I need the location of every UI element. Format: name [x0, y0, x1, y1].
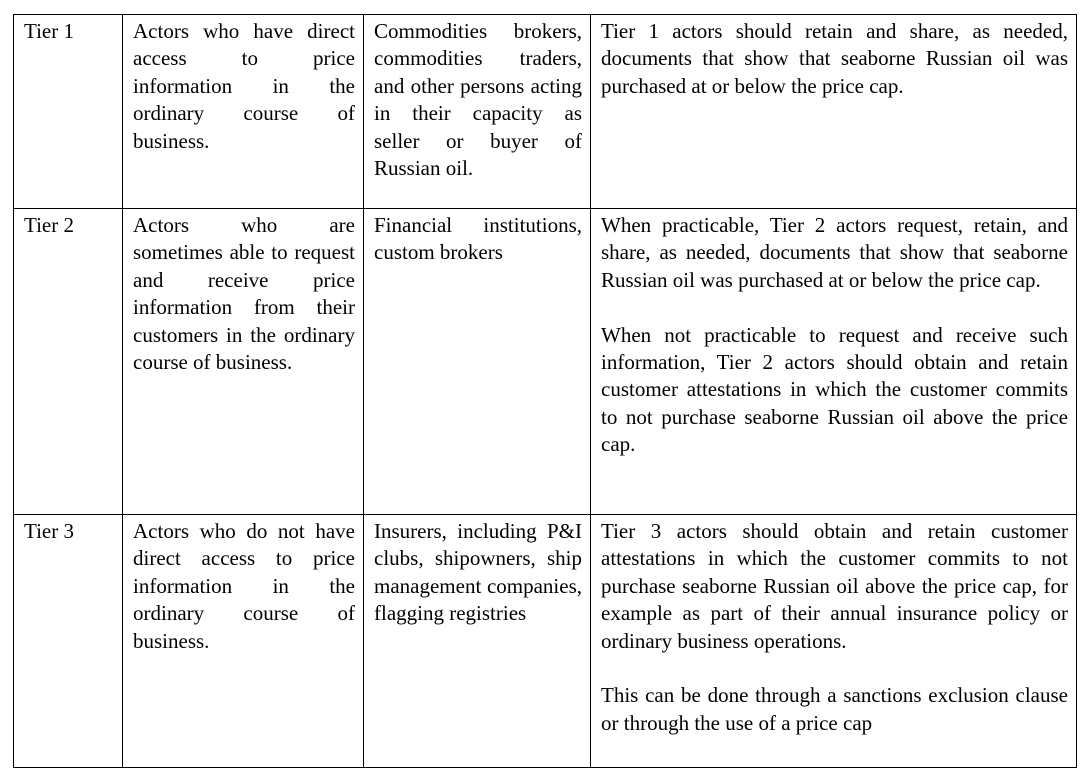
table-row-tier-3	[14, 515, 1077, 768]
tier-label: Tier 2	[14, 209, 123, 515]
actor-examples: Commodities brokers, commodities traders, and other persons acting in their capacity as seller or buyer of Russian oil.	[364, 15, 591, 209]
tier-label: Tier 3	[14, 515, 123, 768]
tier-label: Tier 1	[14, 15, 123, 209]
actor-examples: Financial institutions, custom brokers	[364, 209, 591, 515]
actors-description: Actors who have direct access to price information in the ordinary course of business.	[123, 15, 364, 209]
actors-description: Actors who do not have direct access to price information in the ordinary course of business.	[123, 515, 364, 768]
tier-guidance	[591, 15, 1077, 209]
table-row-tier-1	[14, 15, 1077, 209]
guidance-clip	[601, 518, 1068, 737]
guidance-paragraph: This can be done through a sanctions exclusion clause or through the use of a price cap	[601, 683, 1068, 735]
tier-guidance	[591, 515, 1077, 768]
price-cap-tier-table	[13, 14, 1077, 768]
actor-examples: Insurers, including P&I clubs, shipowners, ship management companies, flagging registries	[364, 515, 591, 768]
guidance-paragraph: Tier 1 actors should retain and share, as needed, documents that show that seaborne Russian oil was purchased at or below the price cap.	[601, 19, 1068, 98]
guidance-paragraph: Tier 3 actors should obtain and retain customer attestations in which the customer commits to not purchase seaborne Russian oil above the price cap, for example as part of their annual insurance policy or ordinary business operations.	[601, 519, 1068, 653]
guidance-paragraph: When practicable, Tier 2 actors request, retain, and share, as needed, documents that show that seaborne Russian oil was purchased at or below the price cap.	[601, 213, 1068, 292]
guidance-paragraph: When not practicable to request and receive such information, Tier 2 actors should obtain and retain customer attestations in which the customer commits to not purchase seaborne Russian oil above the price cap.	[601, 322, 1068, 457]
actors-description: Actors who are sometimes able to request and receive price information from their customers in the ordinary course of business.	[123, 209, 364, 515]
table-row-tier-2	[14, 209, 1077, 515]
tier-guidance	[591, 209, 1077, 515]
